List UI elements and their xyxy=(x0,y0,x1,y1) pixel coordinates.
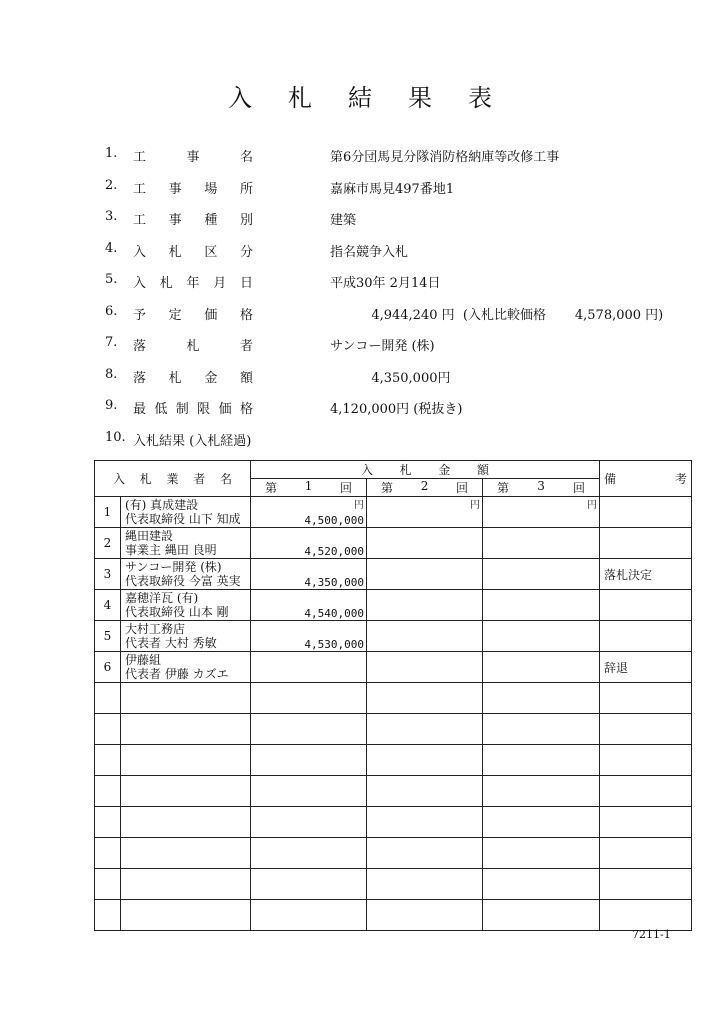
amount-wrap xyxy=(367,621,481,651)
info-item-label-char: 事 xyxy=(168,181,182,197)
info-item-number: 1. xyxy=(105,146,118,161)
info-item-label-char: 制 xyxy=(175,402,189,417)
row-number: 1 xyxy=(95,497,121,528)
amount-value: 4,500,000 xyxy=(304,514,365,527)
info-item-label-char: 落 xyxy=(133,370,147,386)
round-label-prefix: 第 xyxy=(265,481,278,495)
empty-cell xyxy=(483,714,600,745)
round-label xyxy=(367,479,482,496)
amount-round-2 xyxy=(367,528,483,559)
header-bidder-char: 名 xyxy=(220,472,233,486)
round-label-prefix: 第 xyxy=(497,481,510,495)
round-label-suffix: 回 xyxy=(455,481,468,495)
bidder-representative: 代表者 大村 秀敏 xyxy=(125,636,217,650)
info-item-label xyxy=(133,241,253,260)
empty-cell xyxy=(367,807,483,838)
empty-cell xyxy=(251,683,367,714)
table-row xyxy=(95,497,692,528)
bidder-name: 大村工務店 xyxy=(125,622,186,636)
info-item-label-char: 予 xyxy=(133,307,147,323)
amount-wrap xyxy=(483,652,598,682)
amount-wrap xyxy=(367,497,481,527)
info-item-label-char: 低 xyxy=(154,402,168,417)
empty-row xyxy=(95,745,692,776)
amount-round-1 xyxy=(251,652,367,683)
header-amount-char: 札 xyxy=(399,463,412,477)
info-item-label-char: 事 xyxy=(186,150,200,165)
amount-round-3 xyxy=(483,528,600,559)
round-header-2 xyxy=(367,479,483,497)
empty-cell xyxy=(95,683,121,714)
empty-row xyxy=(95,838,692,869)
info-item-label-char: 格 xyxy=(239,402,253,417)
empty-cell xyxy=(251,714,367,745)
amount-round-3 xyxy=(483,497,600,528)
round-label-number: 3 xyxy=(537,479,545,493)
note-cell xyxy=(600,590,692,621)
empty-cell xyxy=(95,869,121,900)
info-item-number: 6. xyxy=(105,303,118,319)
empty-cell xyxy=(367,838,483,869)
info-item-label-char: 工 xyxy=(133,213,147,228)
info-item-label xyxy=(133,272,253,291)
header-note-char: 備 xyxy=(604,472,617,486)
empty-cell xyxy=(95,745,121,776)
header-bidder-char: 業 xyxy=(166,472,179,486)
header-bidder-char: 者 xyxy=(193,472,206,486)
bidder-cell xyxy=(121,528,251,559)
empty-cell xyxy=(483,745,600,776)
yen-unit: 円 xyxy=(354,500,365,511)
info-item-value: 4,944,240 円 (入札比較価格 4,578,000 円) xyxy=(330,307,664,323)
info-item-label xyxy=(133,178,253,197)
amount-wrap xyxy=(251,621,365,651)
empty-cell xyxy=(121,745,251,776)
info-item-label-char: 場 xyxy=(204,181,218,197)
info-item-label-char: 入 xyxy=(133,276,147,291)
info-item-label-char: 種 xyxy=(204,213,218,228)
info-item-label-char: 札 xyxy=(168,370,182,386)
bidder-cell xyxy=(121,621,251,652)
info-item-label-char: 限 xyxy=(197,402,211,417)
note-cell: 辞退 xyxy=(600,652,692,683)
round-header-3 xyxy=(483,479,600,497)
info-item-label-char: 額 xyxy=(239,370,253,386)
bidder-cell xyxy=(121,497,251,528)
empty-cell xyxy=(121,838,251,869)
amount-wrap xyxy=(367,590,481,620)
document-code: 7211-1 xyxy=(632,928,671,941)
info-item-label-char: 別 xyxy=(239,213,253,228)
empty-cell xyxy=(483,869,600,900)
info-item-label xyxy=(133,430,253,449)
empty-cell xyxy=(600,714,692,745)
row-number: 4 xyxy=(95,590,121,621)
amount-value: 4,540,000 xyxy=(304,607,365,620)
info-item-label-char: 札 xyxy=(159,276,173,291)
bidder-cell xyxy=(121,559,251,590)
empty-cell xyxy=(600,683,692,714)
header-note xyxy=(600,461,692,497)
amount-value: 4,530,000 xyxy=(304,638,365,651)
bidder-representative: 代表者 伊藤 カズエ xyxy=(125,667,229,681)
info-item-label-char: 最 xyxy=(133,402,147,417)
note-cell xyxy=(600,621,692,652)
row-number: 6 xyxy=(95,652,121,683)
table-row xyxy=(95,559,692,590)
info-item-label-char: 年 xyxy=(186,276,200,291)
amount-value: 4,350,000 xyxy=(304,576,365,589)
note-cell xyxy=(600,497,692,528)
empty-cell xyxy=(367,683,483,714)
header-bidder-char: 入 xyxy=(113,472,126,486)
note-cell xyxy=(600,528,692,559)
info-item-value: 4,350,000円 xyxy=(330,370,451,386)
info-item-label-char: 価 xyxy=(218,402,232,417)
empty-row xyxy=(95,900,692,931)
row-number: 2 xyxy=(95,528,121,559)
bidder-name: 伊藤組 xyxy=(125,653,162,667)
header-amount-char: 入 xyxy=(361,463,374,477)
empty-cell xyxy=(121,807,251,838)
empty-row xyxy=(95,776,692,807)
empty-cell xyxy=(95,900,121,931)
round-label-number: 2 xyxy=(420,479,429,493)
empty-row xyxy=(95,807,692,838)
empty-cell xyxy=(95,714,121,745)
amount-wrap xyxy=(251,528,365,558)
round-label-prefix: 第 xyxy=(381,481,394,495)
amount-round-2 xyxy=(367,559,483,590)
info-item-label xyxy=(133,398,253,417)
empty-cell xyxy=(121,683,251,714)
amount-wrap xyxy=(367,528,481,558)
empty-cell xyxy=(483,776,600,807)
info-item-number: 8. xyxy=(105,366,118,382)
empty-cell xyxy=(367,900,483,931)
info-item-label xyxy=(133,209,253,228)
info-item-value: 指名競争入札 xyxy=(330,244,409,260)
amount-wrap xyxy=(483,559,598,589)
info-item-label-char: 分 xyxy=(239,244,253,260)
empty-cell xyxy=(121,776,251,807)
round-label xyxy=(483,479,599,496)
empty-cell xyxy=(483,807,600,838)
info-item-value: 平成30年 2月14日 xyxy=(330,276,441,291)
bidder-name: 縄田建設 xyxy=(125,529,174,543)
info-item-label-char: 札 xyxy=(168,244,182,260)
info-item-label-char: 入札結果 (入札経過) xyxy=(133,433,252,449)
empty-cell xyxy=(483,900,600,931)
round-label-suffix: 回 xyxy=(572,481,585,495)
empty-cell xyxy=(121,869,251,900)
note-cell: 落札決定 xyxy=(600,559,692,590)
bid-results-table xyxy=(94,460,692,931)
table-row xyxy=(95,621,692,652)
empty-cell xyxy=(600,807,692,838)
bidder-cell xyxy=(121,652,251,683)
amount-wrap xyxy=(251,559,365,589)
bidder-cell xyxy=(121,590,251,621)
amount-wrap xyxy=(251,497,365,527)
amount-wrap xyxy=(367,652,481,682)
amount-round-1 xyxy=(251,528,367,559)
empty-cell xyxy=(121,900,251,931)
info-item-value: 第6分団馬見分隊消防格納庫等改修工事 xyxy=(330,150,560,165)
empty-cell xyxy=(367,869,483,900)
empty-cell xyxy=(600,838,692,869)
info-item-label-char: 定 xyxy=(168,307,182,323)
info-item-label-char: 入 xyxy=(133,244,147,260)
empty-cell xyxy=(95,838,121,869)
info-item-number: 2. xyxy=(105,177,118,193)
bidder-representative: 代表取締役 山本 剛 xyxy=(125,605,229,619)
amount-round-3 xyxy=(483,652,600,683)
info-item-label xyxy=(133,335,253,354)
empty-cell xyxy=(483,838,600,869)
empty-cell xyxy=(600,869,692,900)
info-item-label-char: 月 xyxy=(213,276,227,291)
header-note-char: 考 xyxy=(675,472,688,486)
info-item-value: 嘉麻市馬見497番地1 xyxy=(330,181,455,197)
empty-row xyxy=(95,869,692,900)
round-label-suffix: 回 xyxy=(339,481,352,495)
info-item-label-char: 金 xyxy=(204,370,218,386)
table-row xyxy=(95,652,692,683)
info-item-label-char: 落 xyxy=(133,339,147,354)
info-item-label-char: 日 xyxy=(239,276,253,291)
amount-round-1 xyxy=(251,559,367,590)
bidder-name: (有) 真成建設 xyxy=(125,498,199,512)
row-number: 5 xyxy=(95,621,121,652)
document-title: 入札結果表 xyxy=(228,84,528,112)
info-item-label-char: 事 xyxy=(168,213,182,228)
empty-cell xyxy=(367,745,483,776)
amount-round-1 xyxy=(251,621,367,652)
empty-cell xyxy=(483,683,600,714)
info-item-value: 建築 xyxy=(330,213,357,228)
amount-round-2 xyxy=(367,621,483,652)
info-item-label-char: 格 xyxy=(239,307,253,323)
yen-unit: 円 xyxy=(587,500,598,511)
amount-wrap xyxy=(251,652,365,682)
empty-cell xyxy=(600,900,692,931)
table-row xyxy=(95,528,692,559)
amount-round-3 xyxy=(483,621,600,652)
header-bidder xyxy=(95,461,251,497)
row-number: 3 xyxy=(95,559,121,590)
amount-wrap xyxy=(483,528,598,558)
info-item-value: 4,120,000円 (税抜き) xyxy=(330,402,463,417)
info-item-label-char: 者 xyxy=(239,339,253,354)
empty-row xyxy=(95,683,692,714)
amount-wrap xyxy=(483,590,598,620)
bidder-name: 嘉穂洋瓦 (有) xyxy=(125,591,199,605)
empty-cell xyxy=(600,776,692,807)
bidder-name: サンコー開発 (株) xyxy=(125,560,222,574)
amount-round-2 xyxy=(367,590,483,621)
info-item-label xyxy=(133,146,253,165)
info-item-number: 10. xyxy=(105,429,126,445)
empty-cell xyxy=(95,807,121,838)
amount-round-2 xyxy=(367,652,483,683)
info-item-value: サンコー開発 (株) xyxy=(330,339,435,354)
header-bidder-char: 札 xyxy=(139,472,152,486)
info-item-number: 7. xyxy=(105,335,118,350)
amount-wrap xyxy=(367,559,481,589)
info-item-number: 5. xyxy=(105,272,118,287)
bidder-representative: 代表取締役 今富 英実 xyxy=(125,574,241,588)
info-item-label-char: 区 xyxy=(204,244,218,260)
info-item-label-char: 所 xyxy=(239,181,253,197)
round-label-number: 1 xyxy=(304,479,313,493)
bidder-representative: 事業主 縄田 良明 xyxy=(125,543,217,557)
empty-cell xyxy=(251,776,367,807)
info-item-label-char: 価 xyxy=(204,307,218,323)
amount-round-1 xyxy=(251,590,367,621)
info-item-label-char: 名 xyxy=(239,150,253,165)
info-item-label xyxy=(133,367,253,386)
amount-wrap xyxy=(251,590,365,620)
info-item-number: 3. xyxy=(105,209,118,224)
empty-cell xyxy=(600,745,692,776)
empty-cell xyxy=(121,714,251,745)
empty-cell xyxy=(251,869,367,900)
amount-round-2 xyxy=(367,497,483,528)
amount-value: 4,520,000 xyxy=(304,545,365,558)
amount-wrap xyxy=(483,497,598,527)
header-amount-char: 金 xyxy=(438,463,451,477)
empty-cell xyxy=(367,714,483,745)
empty-cell xyxy=(367,776,483,807)
info-item-label-char: 札 xyxy=(186,339,200,354)
amount-round-1 xyxy=(251,497,367,528)
empty-cell xyxy=(251,807,367,838)
info-item-label xyxy=(133,304,253,323)
amount-round-3 xyxy=(483,559,600,590)
header-amount-char: 額 xyxy=(476,463,489,477)
yen-unit: 円 xyxy=(470,500,481,511)
amount-round-3 xyxy=(483,590,600,621)
round-header-1 xyxy=(251,479,367,497)
empty-cell xyxy=(95,776,121,807)
amount-wrap xyxy=(483,621,598,651)
table-row xyxy=(95,590,692,621)
empty-cell xyxy=(251,900,367,931)
info-item-label-char: 工 xyxy=(133,181,147,197)
round-label xyxy=(251,479,366,496)
info-item-number: 9. xyxy=(105,398,118,413)
empty-cell xyxy=(251,838,367,869)
info-item-label-char: 工 xyxy=(133,150,147,165)
empty-cell xyxy=(251,745,367,776)
info-item-number: 4. xyxy=(105,240,118,256)
empty-row xyxy=(95,714,692,745)
header-amount xyxy=(251,461,600,479)
bidder-representative: 代表取締役 山下 知成 xyxy=(125,512,241,526)
